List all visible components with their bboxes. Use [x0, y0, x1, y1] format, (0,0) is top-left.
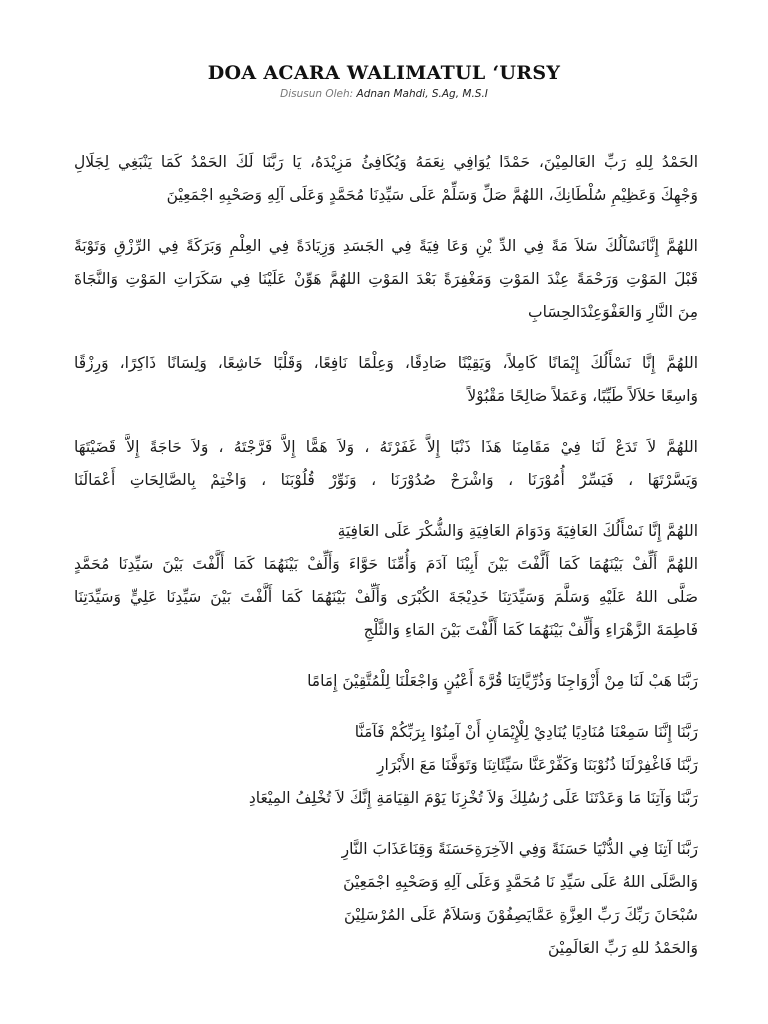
prayer-line: اللهُمَّ إِنَّا نَسْأَلُكَ العَافِيَةَ وَدَوَامَ العَافِيَةِ وَالشُّكْرَ عَلَى العَافِيَةِ: [337, 522, 698, 540]
prayer-line: رَبَّنَا آتِنَا فِي الدُّنْيَا حَسَنَةً وَفِي الآخِرَةِحَسَنَةً وَقِنَاعَذَابَ النَّارِ: [341, 840, 698, 858]
prayer-paragraph: [74, 716, 698, 815]
prayer-paragraph: [74, 347, 698, 413]
prayer-line: رَبَّنَا إِنَّنَا سَمِعْنَا مُنَادِيًا يُنَادِيْ لِلْإِيْمَانِ أَنْ آمِنُوْا بِرَبِّكُمْ فَآمَنَّا: [354, 723, 698, 741]
prayer-paragraph: [74, 146, 698, 212]
prayer-line: اللهُمَّ إِنَّانَسْاَلُكَ سَلاَ مَةً فِي الدِّ يْنِ وَعَا فِيَةً فِي الجَسَدِ وَزِيَادَةً فِي العِلْمِ وَبَرَكَةً فِي الرِّزْقِ وَتَوْبَةً: [74, 237, 698, 255]
prayer-line: اللهُمَّ إِنَّا نَسْأَلُكَ إِيْمَانًا كَامِلاً، وَيَقِيْنًا صَادِقًا، وَعِلْمًا نَافِعًا، وَقَلْبًا خَاشِعًا، وَلِسَانًا ذَاكِرًا، وَرِزْقًا: [74, 354, 698, 372]
prayer-text: [74, 146, 698, 983]
prayer-line: وَالصَّلَى اللهُ عَلَى سَيِّدِ نَا مُحَمَّدٍ وَعَلَى آلِهِ وَصَحْبِهِ اجْمَعِيْنَ: [343, 873, 698, 891]
prayer-line: صَلَّى اللهُ عَلَيْهِ وَسَلَّمَ وَسَيِّدَتِنَا خَدِيْجَةَ الكُبْرَى وَأَلِّفْ بَيْنَهُمَا كَمَا أَلَّفْتَ بَيْنَ سَيِّدِنَا عَلِيٍّ وَسَيِّدَتِنَا: [74, 588, 698, 606]
prayer-line: وَيَسَّرْتَهَا ، فَيَسِّرْ أُمُوْرَنَا ، وَاشْرَحْ صُدُوْرَنَا ، وَنَوِّرْ قُلُوْبَنَا ، وَاخْتِمْ بِالصَّالِحَاتِ أَعْمَالَنَا: [74, 471, 698, 489]
prayer-paragraph: [74, 431, 698, 497]
prayer-paragraph: [74, 515, 698, 647]
prayer-line: اللهُمَّ أَلِّفْ بَيْنَهُمَا كَمَا أَلَّفْتَ بَيْنَ أَبِيْنَا آدَمَ وَأُمِّنَا حَوَّاءَ وَأَلِّفْ بَيْنَهُمَا كَمَا أَلَّفْتَ بَيْنَ سَيِّدِنَا مُحَمَّدٍ: [74, 555, 698, 573]
prayer-line: قَبْلَ المَوْتِ وَرَحْمَةً عِنْدَ المَوْتِ وَمَغْفِرَةً بَعْدَ المَوْتِ اللهُمَّ هَوِّنْ عَلَيْنَا فِي سَكَرَاتِ المَوْتِ وَالنَّجَاةَ: [74, 270, 698, 288]
prayer-line: الحَمْدُ لِلهِ رَبِّ العَالمِيْنَ، حَمْدًا يُوَافِي نِعَمَهُ وَيُكَافِئُ مَزِيْدَهُ، يَا رَبَّنَا لَكَ الحَمْدُ كَمَا يَنْبَغِي لِجَلَالِ: [74, 153, 698, 171]
byline-prefix: Disusun Oleh:: [280, 88, 357, 100]
prayer-line: رَبَّنَا فَاغْفِرْلَنَا ذُنُوْبَنَا وَكَفِّرْعَنَّا سَيِّئَاتِنَا وَتَوَفَّنَا مَعَ الأَبْرَارِ: [376, 756, 698, 774]
document-title: DOA ACARA WALIMATUL ‘URSY: [207, 62, 561, 84]
prayer-line: وَالحَمْدُ للهِ رَبِّ العَالَمِيْنَ: [547, 939, 698, 957]
prayer-line: رَبَّنَا وَآتِنَا مَا وَعَدْتَنَا عَلَى رُسُلِكَ وَلاَ تُخْزِنَا يَوْمَ القِيَامَةِ إِنَّكَ لاَ تُخْلِفُ المِيْعَادِ: [248, 789, 698, 807]
prayer-line: وَجْهِكَ وَعَظِيْمِ سُلْطَانِكَ، اللهُمَّ صَلِّ وَسَلِّمْ عَلَى سَيِّدِنَا مُحَمَّدٍ وَعَلَى آلِهِ وَصَحْبِهِ اجْمَعِيْنَ: [166, 186, 698, 204]
prayer-paragraph: [74, 833, 698, 965]
prayer-line: مِنَ النَّارِ وَالعَفْوَعِنْدَالحِسَابِ: [528, 303, 698, 321]
byline-author: Adnan Mahdi, S.Ag, M.S.I: [356, 88, 488, 100]
prayer-line: سُبْحَانَ رَبِّكَ رَبِّ العِزَّةِ عَمَّايَصِفُوْنَ وَسَلاَمٌ عَلَى المُرْسَلِيْنَ: [343, 906, 698, 924]
prayer-line: فَاطِمَةَ الزَّهْرَاءِ وَأَلِّفْ بَيْنَهُمَا كَمَا أَلَّفْتَ بَيْنَ المَاءِ وَالثَّلْجِ: [363, 621, 698, 639]
prayer-line: وَاسِعًا حَلاَلاً طَيِّبًا، وَعَمَلاً صَالِحًا مَقْبُوْلاً: [467, 387, 698, 405]
prayer-line: رَبَّنَا هَبْ لَنَا مِنْ أَزْوَاجِنَا وَذُرِّيَّاتِنَا قُرَّةَ أَعْيُنٍ وَاجْعَلْنَا لِلْمُتَّقِيْنَ إِمَامًا: [307, 672, 698, 690]
prayer-line: اللهُمَّ لاَ تَدَعْ لَنَا فِيْ مَقَامِنَا هَذَا ذَنْبًا إِلاَّ غَفَرْتَهُ ، وَلاَ هَمًّا إِلاَّ فَرَّجْتَهُ ، وَلاَ حَاجَةً إِلاَّ قَضَيْتَهَا: [74, 438, 698, 456]
prayer-paragraph: [74, 230, 698, 329]
author-byline: [0, 88, 768, 100]
prayer-paragraph: [74, 665, 698, 698]
